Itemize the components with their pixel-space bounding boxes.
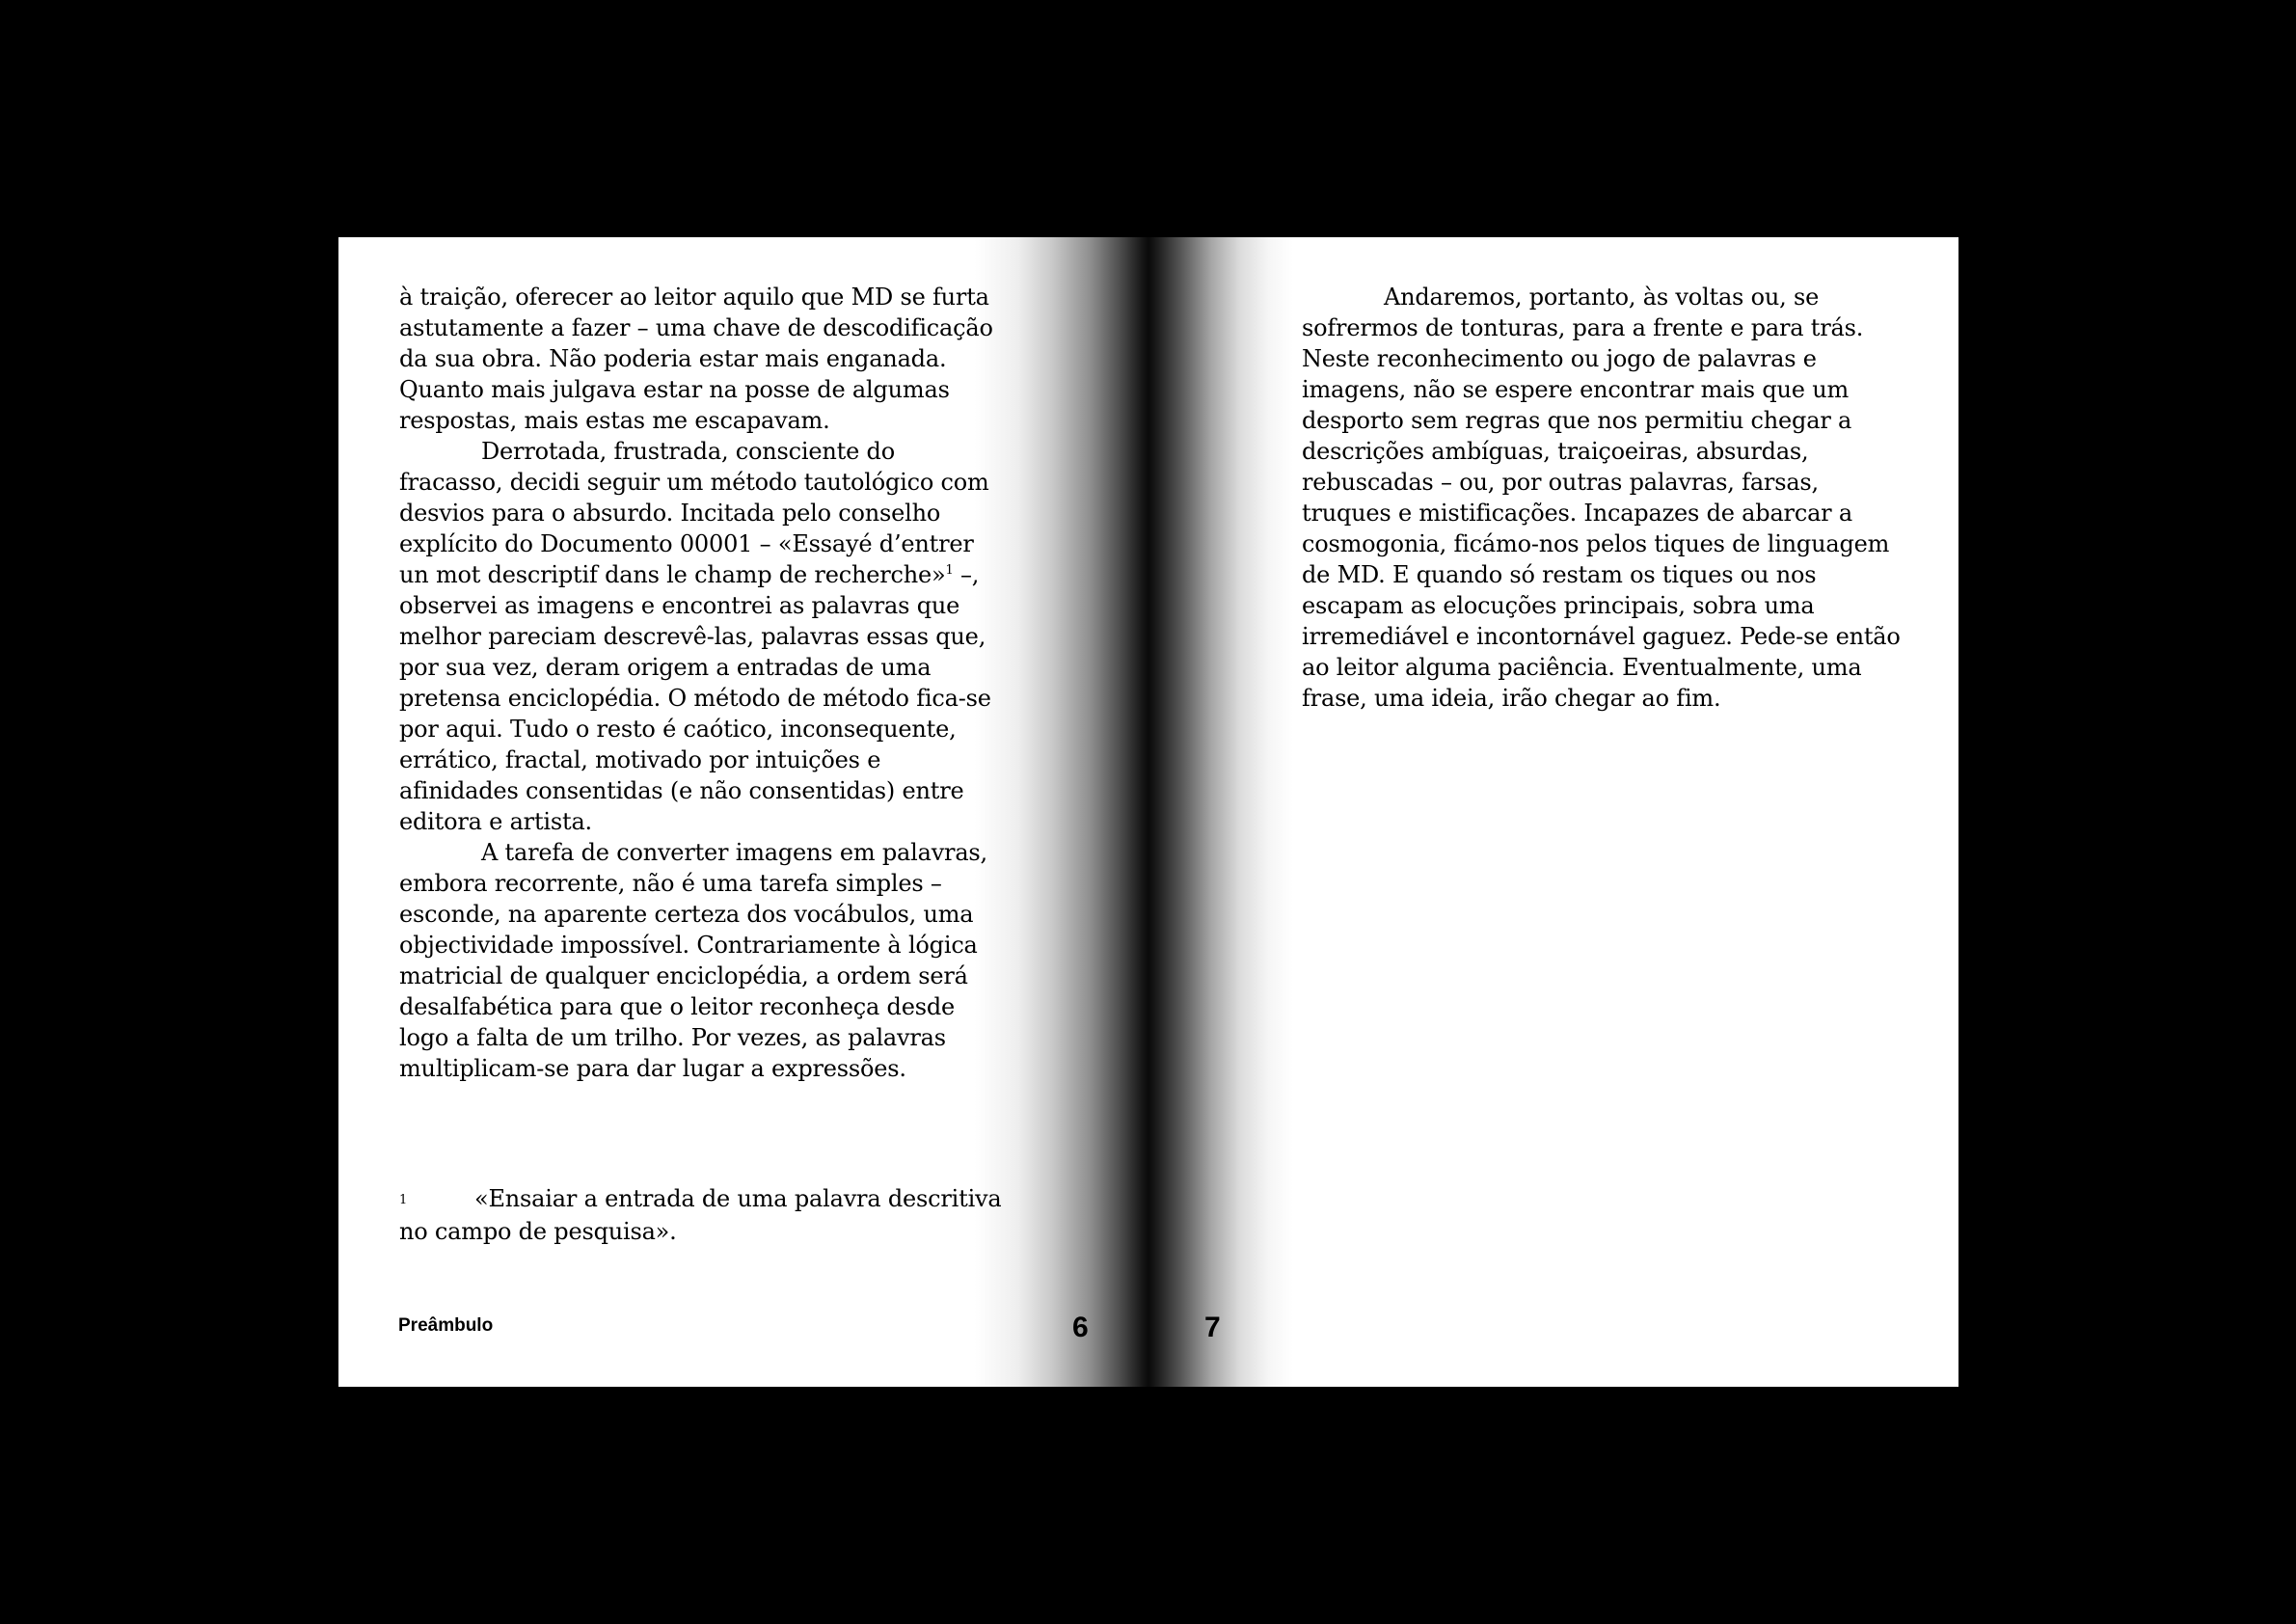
page-number-left: 6 [1072, 1312, 1089, 1343]
footnote-text: «Ensaiar a entrada de uma palavra descritiva no campo de pesquisa». [399, 1185, 1002, 1245]
running-head: Preâmbulo [398, 1315, 494, 1336]
left-page-body [399, 282, 1002, 1084]
right-page-body [1302, 282, 1909, 714]
left-paragraph-2: Derrotada, frustrada, consciente do fracasso, decidi seguir um método tautológico com desvios para o absurdo. Incitada pelo conselho explícito do Documento 00001 – «Essayé d’entrer un mot descriptif dans le champ de recherche»$^1$ –, observei as imagens e encontrei as palavras que melhor pareciam descrevê-las, palavras essas que, por sua vez, deram origem a entradas de uma pretensa enciclopédia. O método de método fica-se por aqui. Tudo o resto é caótico, inconsequente, errático, fractal, motivado por intuições e afinidades consentidas (e não consentidas) entre editora e artista. [399, 438, 991, 835]
left-paragraph-1: à traição, oferecer ao leitor aquilo que MD se furta astutamente a fazer – uma chave de descodificação da sua obra. Não poderia estar mais enganada. Quanto mais julgava estar na posse de algumas respostas, mais estas me escapavam. [399, 284, 993, 434]
footnote [399, 1183, 1002, 1247]
left-paragraph-3: A tarefa de converter imagens em palavras, embora recorrente, não é uma tarefa simples – esconde, na aparente certeza dos vocábulos, uma objectividade impossível. Contrariamente à lógica matricial de qualquer enciclopédia, a ordem será desalfabética para que o leitor reconheça desde logo a falta de um trilho. Por vezes, as palavras multiplicam-se para dar lugar a expressões. [399, 839, 987, 1082]
page-number-right: 7 [1204, 1312, 1221, 1343]
footnote-reference[interactable]: 1 [945, 563, 954, 578]
footnote-number: 1 [399, 1192, 408, 1207]
right-paragraph-1: Andaremos, portanto, às voltas ou, se sofrermos de tonturas, para a frente e para trás. Neste reconhecimento ou jogo de palavras e imagens, não se espere encontrar mais que um desporto sem regras que nos permitiu chegar a descrições ambíguas, traiçoeiras, absurdas, rebuscadas – ou, por outras palavras, farsas, truques e mistificações. Incapazes de abarcar a cosmogonia, ficámo-nos pelos tiques de linguagem de MD. E quando só restam os tiques ou nos escapam as elocuções principais, sobra uma irremediável e incontornável gaguez. Pede-se então ao leitor alguma paciência. Eventualmente, uma frase, uma ideia, irão chegar ao fim. [1302, 284, 1901, 712]
